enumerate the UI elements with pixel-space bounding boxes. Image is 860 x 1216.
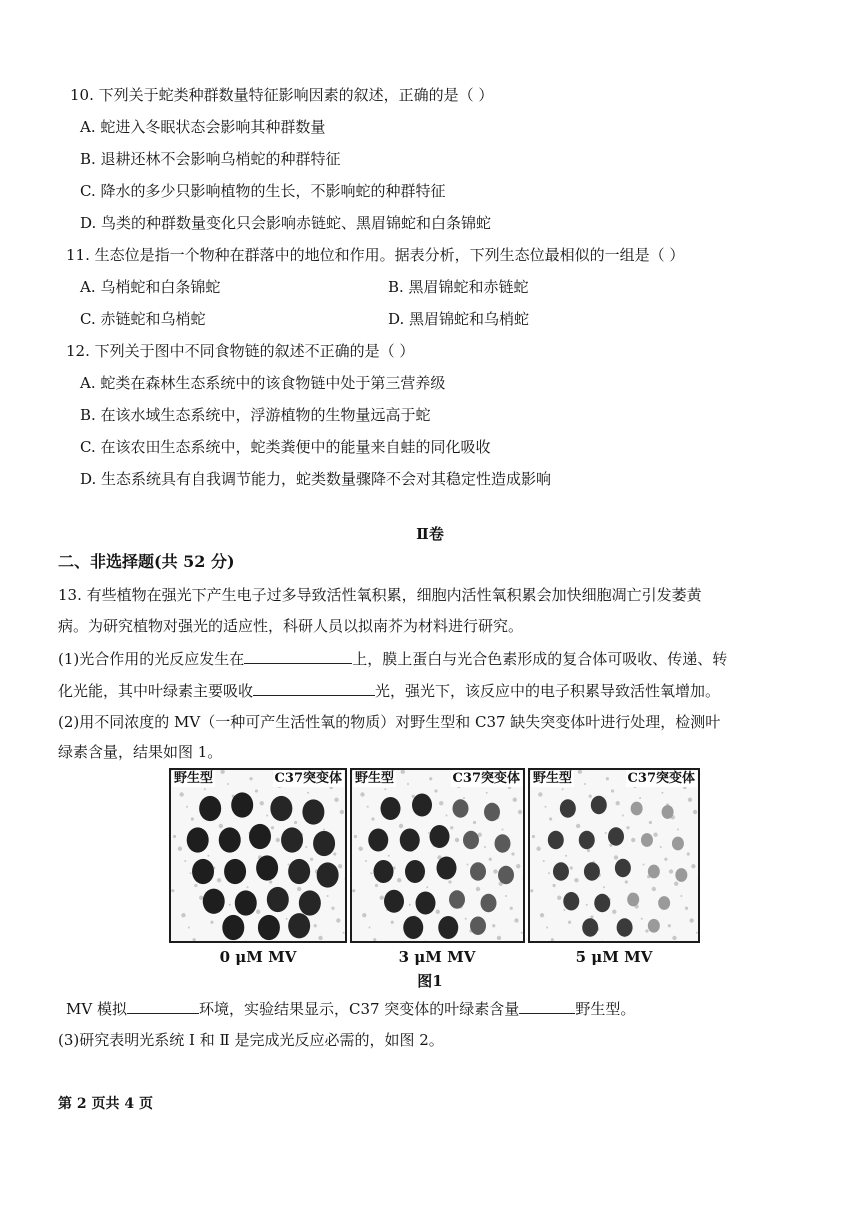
speckle	[346, 823, 347, 825]
wild-leaf-disc	[560, 799, 576, 817]
mutant-leaf-disc	[302, 799, 324, 824]
speckle	[661, 792, 663, 794]
speckle	[546, 927, 548, 929]
speckle	[532, 835, 535, 838]
wild-leaf-disc	[374, 860, 394, 883]
speckle	[305, 846, 307, 848]
speckle	[340, 810, 344, 814]
answer-blank-4[interactable]	[519, 998, 575, 1014]
speckle	[549, 817, 552, 820]
speckle	[540, 913, 544, 917]
speckle	[399, 824, 403, 828]
wild-leaf-disc	[224, 859, 246, 884]
speckle	[178, 847, 182, 851]
wild-leaf-disc	[249, 824, 271, 849]
speckle	[576, 824, 580, 828]
speckle	[314, 924, 317, 927]
mutant-leaf-disc	[481, 894, 497, 912]
speckle	[589, 795, 592, 798]
figure1-caption-0um: 0 μM MV	[219, 948, 297, 966]
panel1-label-wild: 野生型	[174, 771, 214, 786]
mutant-leaf-disc	[648, 865, 660, 879]
wild-leaf-disc	[617, 918, 633, 936]
mutant-leaf-disc	[288, 859, 310, 884]
leaf-dots-5um	[530, 770, 700, 943]
speckle	[486, 792, 488, 794]
q12-stem: 12. 下列关于图中不同食物链的叙述不正确的是（ ）	[66, 342, 415, 360]
q13-part2-text-c: MV 模拟	[66, 1000, 127, 1018]
speckle	[439, 801, 443, 805]
speckle	[601, 941, 603, 943]
speckle	[513, 798, 517, 802]
answer-blank-2[interactable]	[253, 680, 375, 696]
speckle	[473, 821, 476, 824]
speckle	[606, 777, 609, 780]
speckle	[448, 880, 451, 883]
mutant-leaf-disc	[288, 913, 310, 938]
wild-leaf-disc	[594, 894, 610, 912]
q12-option-c: C. 在该农田生态系统中，蛇类粪便中的能量来自蛙的同化吸收	[80, 438, 491, 456]
q13-part2-line3	[66, 998, 635, 1019]
panel3-label-wild: 野生型	[533, 771, 573, 786]
wild-leaf-disc	[203, 889, 225, 914]
q11-option-c: C. 赤链蛇和乌梢蛇	[80, 310, 206, 328]
mutant-leaf-disc	[313, 831, 335, 856]
speckle	[388, 855, 390, 857]
speckle	[371, 817, 374, 820]
speckle	[616, 801, 620, 805]
speckle	[611, 789, 614, 792]
speckle	[217, 878, 221, 882]
speckle	[338, 864, 342, 868]
speckle	[384, 788, 386, 790]
wild-leaf-disc	[563, 892, 579, 910]
speckle	[269, 880, 272, 883]
q13-part1-text-b: 上，膜上蛋白与光合色素形成的复合体可吸收、传递、转	[352, 650, 728, 668]
speckle	[412, 795, 415, 798]
mutant-leaf-disc	[470, 862, 486, 880]
speckle	[668, 924, 671, 927]
q13-part1-text-d: 光，强光下，该反应中的电子积累导致活性氧增加。	[375, 682, 721, 700]
panel1-label-mutant: C37突变体	[274, 771, 342, 786]
speckle	[543, 860, 545, 862]
speckle	[297, 887, 301, 891]
speckle	[193, 938, 196, 941]
mutant-leaf-disc	[658, 896, 670, 910]
speckle	[645, 929, 648, 932]
leaf-dots-3um	[352, 770, 525, 943]
wild-leaf-disc	[582, 918, 598, 936]
wild-leaf-disc	[231, 792, 253, 817]
speckle	[179, 792, 183, 796]
speckle	[605, 832, 607, 834]
speckle	[369, 927, 371, 929]
wild-leaf-disc	[368, 829, 388, 852]
speckle	[574, 878, 578, 882]
figure1-panel-0um	[169, 768, 347, 943]
wild-leaf-disc	[608, 827, 624, 845]
wild-leaf-disc	[437, 857, 457, 880]
speckle	[510, 907, 513, 910]
speckle	[476, 887, 480, 891]
speckle	[570, 866, 573, 869]
speckle	[354, 835, 357, 838]
speckle	[391, 921, 394, 924]
speckle	[465, 918, 467, 920]
mutant-leaf-disc	[484, 803, 500, 821]
speckle	[181, 913, 185, 917]
speckle	[493, 869, 497, 873]
speckle	[562, 788, 564, 790]
wild-leaf-disc	[235, 890, 257, 915]
wild-leaf-disc	[222, 915, 244, 940]
speckle	[492, 924, 495, 927]
speckle	[271, 826, 274, 829]
wild-leaf-disc	[219, 827, 241, 852]
wild-leaf-disc	[438, 916, 458, 939]
speckle	[250, 777, 253, 780]
speckle	[578, 770, 582, 774]
wild-leaf-disc	[553, 862, 569, 880]
speckle	[552, 884, 555, 887]
q13-part3: (3)研究表明光系统 Ⅰ 和 Ⅱ 是完成光反应必需的，如图 2。	[58, 1031, 444, 1049]
speckle	[505, 895, 507, 897]
speckle	[199, 896, 203, 900]
mutant-leaf-disc	[631, 802, 643, 816]
speckle	[467, 864, 469, 866]
page-footer: 第 2 页共 4 页	[58, 1096, 153, 1112]
speckle	[523, 878, 525, 880]
speckle	[207, 855, 209, 857]
speckle	[260, 801, 264, 805]
speckle	[489, 858, 492, 861]
mutant-leaf-disc	[463, 831, 479, 849]
speckle	[653, 833, 657, 837]
speckle	[650, 941, 654, 943]
speckle	[256, 910, 260, 914]
mutant-leaf-disc	[498, 866, 514, 884]
speckle	[407, 783, 409, 785]
speckle	[514, 918, 518, 922]
q10-option-c: C. 降水的多少只影响植物的生长，不影响蛇的种群特征	[80, 182, 446, 200]
speckle	[551, 938, 554, 941]
speckle	[568, 921, 571, 924]
speckle	[295, 941, 299, 943]
speckle	[173, 835, 176, 838]
wild-leaf-disc	[256, 855, 278, 880]
speckle	[584, 783, 586, 785]
wild-leaf-disc	[403, 916, 423, 939]
mutant-leaf-disc	[270, 796, 292, 821]
speckle	[171, 889, 174, 892]
speckle	[191, 817, 194, 820]
speckle	[190, 872, 192, 874]
speckle	[370, 872, 372, 874]
speckle	[425, 941, 427, 943]
mutant-leaf-disc	[281, 827, 303, 852]
speckle	[672, 936, 676, 940]
speckle	[511, 852, 514, 855]
speckle	[639, 797, 641, 799]
speckle	[660, 846, 662, 848]
speckle	[436, 910, 440, 914]
q13-part1-line2	[58, 680, 720, 701]
speckle	[587, 849, 590, 852]
speckle	[538, 792, 542, 796]
speckle	[428, 832, 430, 834]
speckle	[334, 798, 338, 802]
mutant-leaf-disc	[675, 868, 687, 882]
speckle	[434, 789, 437, 792]
speckle	[266, 815, 268, 817]
speckle	[397, 878, 401, 882]
speckle	[565, 855, 567, 857]
speckle	[693, 810, 697, 814]
figure1-panel-5um	[528, 768, 700, 943]
wild-leaf-disc	[548, 831, 564, 849]
speckle	[373, 938, 376, 941]
mutant-leaf-disc	[470, 917, 486, 935]
speckle	[518, 810, 522, 814]
q13-part2-line2: 绿素含量，结果如图 1。	[58, 743, 223, 761]
figure1-title: 图1	[417, 972, 443, 990]
speckle	[331, 907, 334, 910]
wild-leaf-disc	[258, 915, 280, 940]
speckle	[614, 855, 618, 859]
speckle	[365, 860, 367, 862]
speckle	[188, 927, 190, 929]
wild-leaf-disc	[430, 825, 450, 848]
speckle	[699, 823, 700, 825]
mutant-leaf-disc	[662, 805, 674, 819]
speckle	[463, 797, 465, 799]
speckle	[375, 884, 378, 887]
q11-option-d: D. 黑眉锦蛇和乌梢蛇	[388, 310, 530, 328]
speckle	[590, 915, 593, 918]
q13-intro-line1: 13. 有些植物在强光下产生电子过多导致活性氧积累，细胞内活性氧积累会加快细胞凋亡引发萎黄	[58, 586, 702, 604]
speckle	[622, 815, 624, 817]
speckle	[626, 826, 629, 829]
q13-part1-line1	[58, 648, 727, 669]
q11-option-a: A. 乌梢蛇和白条锦蛇	[80, 278, 221, 296]
speckle	[360, 792, 364, 796]
speckle	[344, 878, 346, 880]
speckle	[677, 829, 679, 831]
speckle	[307, 792, 309, 794]
speckle	[294, 821, 297, 824]
speckle	[680, 895, 682, 897]
speckle	[484, 846, 486, 848]
mutant-leaf-disc	[267, 887, 289, 912]
speckle	[446, 815, 448, 817]
speckle	[649, 821, 652, 824]
answer-blank-1[interactable]	[244, 648, 352, 664]
wild-leaf-disc	[199, 796, 221, 821]
speckle	[603, 886, 605, 888]
speckle	[548, 872, 550, 874]
q13-part1-text-c: 化光能，其中叶绿素主要吸收	[58, 682, 254, 700]
q13-part2-text-e: 野生型。	[575, 1000, 636, 1018]
speckle	[245, 941, 247, 943]
wild-leaf-disc	[187, 827, 209, 852]
speckle	[536, 847, 540, 851]
speckle	[455, 838, 459, 842]
speckle	[186, 806, 188, 808]
wild-leaf-disc	[615, 859, 631, 877]
speckle	[194, 884, 197, 887]
speckle	[318, 936, 322, 940]
mutant-leaf-disc	[641, 833, 653, 847]
wild-leaf-disc	[412, 794, 432, 817]
speckle	[336, 918, 340, 922]
speckle	[367, 806, 369, 808]
speckle	[227, 783, 229, 785]
q11-option-b: B. 黑眉锦蛇和赤链蛇	[388, 278, 529, 296]
speckle	[474, 941, 478, 943]
speckle	[220, 770, 224, 774]
speckle	[247, 886, 249, 888]
mutant-leaf-disc	[648, 919, 660, 933]
speckle	[691, 864, 695, 868]
speckle	[184, 860, 186, 862]
q12-option-a: A. 蛇类在森林生态系统中的该食物链中处于第三营养级	[80, 374, 446, 392]
speckle	[696, 932, 698, 934]
q13-part2-line1: (2)用不同浓度的 MV（一种可产生活性氧的物质）对野生型和 C37 缺失突变体叶进行处理，检测叶	[58, 713, 721, 731]
q13-part1-text-a: (1)光合作用的光反应发生在	[58, 650, 245, 668]
figure1-panel-3um	[350, 768, 525, 943]
wild-leaf-disc	[584, 862, 600, 880]
speckle	[641, 918, 643, 920]
speckle	[229, 904, 231, 906]
leaf-dots-0um	[171, 770, 347, 943]
speckle	[687, 852, 690, 855]
speckle	[530, 889, 533, 892]
speckle	[516, 864, 520, 868]
panel2-label-mutant: C37突变体	[452, 771, 520, 786]
speckle	[204, 788, 206, 790]
figure1-caption-5um: 5 μM MV	[575, 948, 653, 966]
volume-heading: Ⅱ卷	[416, 525, 444, 543]
wild-leaf-disc	[591, 796, 607, 814]
speckle	[524, 823, 525, 825]
speckle	[664, 858, 667, 861]
speckle	[652, 887, 656, 891]
speckle	[276, 838, 280, 842]
speckle	[497, 936, 501, 940]
speckle	[586, 904, 588, 906]
speckle	[380, 896, 384, 900]
mutant-leaf-disc	[449, 890, 465, 908]
q10-option-b: B. 退耕还林不会影响乌梢蛇的种群特征	[80, 150, 341, 168]
q11-stem: 11. 生态位是指一个物种在群落中的地位和作用。据表分析，下列生态位最相似的一组是（ ）	[66, 246, 685, 264]
panel3-label-mutant: C37突变体	[627, 771, 695, 786]
wild-leaf-disc	[405, 860, 425, 883]
speckle	[401, 770, 405, 774]
speckle	[631, 838, 635, 842]
speckle	[409, 904, 411, 906]
wild-leaf-disc	[384, 890, 404, 913]
wild-leaf-disc	[416, 892, 436, 915]
speckle	[426, 886, 428, 888]
panel2-label-wild: 野生型	[355, 771, 395, 786]
wild-leaf-disc	[192, 859, 214, 884]
q12-option-d: D. 生态系统具有自我调节能力，蛇类数量骤降不会对其稳定性造成影响	[80, 470, 552, 488]
speckle	[685, 907, 688, 910]
answer-blank-3[interactable]	[127, 998, 199, 1014]
speckle	[323, 829, 325, 831]
q13-part2-text-d: 环境，实验结果显示，C37 突变体的叶绿素含量	[198, 1000, 520, 1018]
speckle	[625, 880, 628, 883]
speckle	[563, 909, 565, 911]
wild-leaf-disc	[400, 829, 420, 852]
q10-stem: 10. 下列关于蛇类种群数量特征影响因素的叙述，正确的是（ ）	[70, 86, 494, 104]
mutant-leaf-disc	[299, 890, 321, 915]
speckle	[429, 777, 432, 780]
speckle	[327, 895, 329, 897]
speckle	[333, 852, 336, 855]
speckle	[343, 932, 345, 934]
speckle	[210, 921, 213, 924]
speckle	[362, 913, 366, 917]
speckle	[674, 882, 678, 886]
speckle	[698, 878, 700, 880]
mutant-leaf-disc	[453, 799, 469, 817]
speckle	[352, 889, 355, 892]
wild-leaf-disc	[381, 797, 401, 820]
speckle	[544, 806, 546, 808]
q13-intro-line2: 病。为研究植物对强光的适应性，科研人员以拟南芥为材料进行研究。	[58, 617, 524, 635]
mutant-leaf-disc	[317, 862, 339, 887]
section-heading: 二、非选择题(共 52 分)	[58, 552, 235, 571]
speckle	[255, 789, 258, 792]
figure1-caption-3um: 3 μM MV	[398, 948, 476, 966]
speckle	[450, 826, 453, 829]
wild-leaf-disc	[579, 831, 595, 849]
speckle	[557, 896, 561, 900]
speckle	[287, 864, 289, 866]
speckle	[286, 918, 288, 920]
q10-option-d: D. 鸟类的种群数量变化只会影响赤链蛇、黑眉锦蛇和白条锦蛇	[80, 214, 492, 232]
q12-option-b: B. 在该水域生态系统中，浮游植物的生物量远高于蛇	[80, 406, 431, 424]
mutant-leaf-disc	[495, 834, 511, 852]
speckle	[612, 910, 616, 914]
mutant-leaf-disc	[672, 837, 684, 851]
speckle	[689, 918, 693, 922]
speckle	[643, 864, 645, 866]
speckle	[359, 847, 363, 851]
q10-option-a: A. 蛇进入冬眠状态会影响其种群数量	[80, 118, 326, 136]
speckle	[502, 829, 504, 831]
speckle	[310, 858, 313, 861]
speckle	[219, 824, 223, 828]
speckle	[521, 932, 523, 934]
speckle	[688, 798, 692, 802]
speckle	[669, 869, 673, 873]
mutant-leaf-disc	[627, 893, 639, 907]
